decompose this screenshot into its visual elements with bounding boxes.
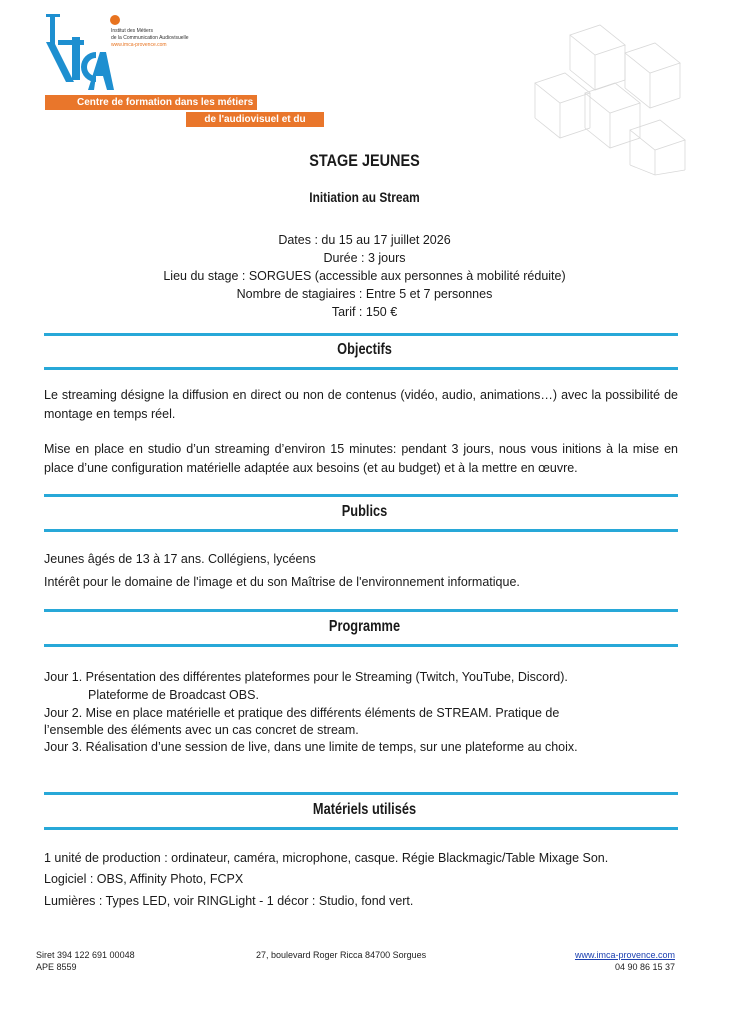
section-title-publics: Publics — [341, 503, 388, 520]
info-lieu: Lieu du stage : SORGUES (accessible aux personnes à mobilité réduite) — [163, 269, 566, 283]
imca-logo — [44, 12, 114, 92]
logo-text-line: de la Communication Audiovisuelle — [111, 35, 189, 41]
flower-icon — [110, 15, 120, 25]
programme-line-2: Plateforme de Broadcast OBS. — [88, 688, 259, 702]
footer-ape: APE 8559 — [36, 962, 77, 972]
programme-line-4: l’ensemble des éléments avec un cas concret de stream. — [44, 723, 359, 737]
section-title-objectifs: Objectifs — [337, 341, 392, 358]
section-rule-bottom — [44, 367, 678, 370]
page-title: STAGE JEUNES — [309, 151, 420, 170]
section-title-programme: Programme — [328, 618, 401, 635]
objectifs-paragraph-2: Mise en place en studio d’un streaming d’environ 15 minutes: pendant 3 jours, nous vous initions à la mise en place d’une configuration matérielle adaptée aux besoins (et au budget) et à la mettre en œuvre. — [44, 442, 678, 475]
banner-line-2: de l'audiovisuel et du scénario — [186, 112, 324, 127]
footer-address: 27, boulevard Roger Ricca 84700 Sorgues — [256, 950, 427, 960]
info-duree: Durée : 3 jours — [323, 251, 406, 265]
logo-text — [111, 28, 189, 49]
section-rule-top — [44, 609, 678, 612]
publics-line-1: Jeunes âgés de 13 à 17 ans. Collégiens, lycéens — [44, 552, 316, 566]
section-title-materiels: Matériels utilisés — [312, 801, 417, 818]
course-info — [0, 231, 729, 321]
page-subtitle: Initiation au Stream — [309, 189, 420, 205]
materiels-line-3: Lumières : Types LED, voir RINGLight - 1 décor : Studio, fond vert. — [44, 894, 414, 908]
section-rule-bottom — [44, 529, 678, 532]
logo-url: www.imca-provence.com — [111, 42, 167, 48]
section-rule-top — [44, 792, 678, 795]
section-rule-bottom — [44, 827, 678, 830]
footer-website-link[interactable]: www.imca-provence.com — [574, 950, 675, 960]
objectifs-paragraph-1: Le streaming désigne la diffusion en direct ou non de contenus (vidéo, audio, animations…) avec la possibilité de montage en temps réel. — [44, 388, 678, 421]
footer-phone: 04 90 86 15 37 — [614, 962, 675, 972]
publics-line-2: Intérêt pour le domaine de l'image et du son Maîtrise de l'environnement informatique. — [44, 575, 520, 589]
programme-line-3: Jour 2. Mise en place matérielle et pratique des différents éléments de STREAM. Pratique de — [44, 706, 560, 720]
section-rule-top — [44, 494, 678, 497]
section-rule-top — [44, 333, 678, 336]
footer-left — [36, 949, 135, 973]
section-rule-bottom — [44, 644, 678, 647]
programme-line-5: Jour 3. Réalisation d’une session de live, dans une limite de temps, sur une plateforme au choix. — [44, 740, 578, 754]
logo-text-line: Institut des Métiers — [111, 28, 153, 34]
materiels-line-1: 1 unité de production : ordinateur, caméra, microphone, casque. Régie Blackmagic/Table Mixage Son. — [44, 851, 609, 865]
footer-right — [575, 949, 675, 973]
banner-line-1: Centre de formation dans les métiers — [45, 95, 257, 110]
info-nombre: Nombre de stagiaires : Entre 5 et 7 personnes — [236, 287, 493, 301]
programme-line-1: Jour 1. Présentation des différentes plateformes pour le Streaming (Twitch, YouTube, Discord). — [44, 670, 568, 684]
info-tarif: Tarif : 150 € — [331, 305, 398, 319]
info-dates: Dates : du 15 au 17 juillet 2026 — [278, 233, 451, 247]
footer-siret: Siret 394 122 691 00048 — [36, 950, 135, 960]
materiels-line-2: Logiciel : OBS, Affinity Photo, FCPX — [44, 872, 244, 886]
